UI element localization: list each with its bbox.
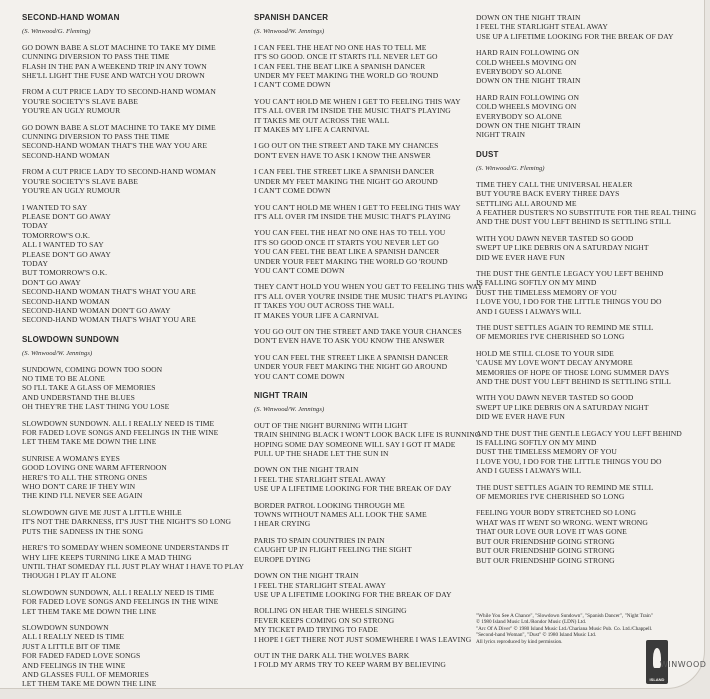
copyright-notice [476, 613, 653, 645]
lyric-line: DID WE EVER HAVE FUN [476, 412, 565, 422]
lyric-line: DOWN ON THE NIGHT TRAIN [476, 13, 581, 22]
lyric-stanza [476, 483, 704, 502]
lyric-line: HOPING SOME DAY SOMEONE WILL SAY I GOT IT MADE [254, 439, 456, 449]
lyric-line: HERE'S TO ALL THE STRONG ONES [22, 472, 148, 482]
lyric-stanza [254, 141, 490, 160]
lyric-line: TOMORROW'S O.K. [22, 230, 91, 240]
lyric-stanza [476, 180, 704, 227]
lyric-line: IS FALLING SOFTLY ON MY MIND [476, 278, 597, 288]
lyric-line: SECOND-HAND WOMAN THAT'S THE WAY YOU ARE [22, 141, 208, 151]
lyric-stanza [254, 353, 490, 381]
lyric-stanza [476, 393, 704, 421]
lyric-line: GOOD LOVING ONE WARM AFTERNOON [22, 463, 167, 473]
lyric-line: YOU CAN FEEL THE BEAT LIKE A SPANISH DANCER [254, 247, 440, 257]
copyright-line: "While You See A Chance", "Slowdown Sundown", "Spanish Dancer", "Night Train" [476, 613, 653, 619]
lyric-stanza [476, 349, 704, 387]
lyric-line: YOU CAN FEEL THE STREET LIKE A SPANISH DANCER [254, 352, 449, 362]
lyric-stanza [476, 48, 704, 86]
lyric-line: MEMORIES OF HOPE OF THOSE LONG SUMMER DAYS [476, 367, 670, 377]
lyric-line: AND I GUESS I ALWAYS WILL [476, 466, 582, 476]
lyrics-column-2 [254, 13, 490, 680]
lyric-line: TRAIN SHINING BLACK I WON'T LOOK BACK LIFE IS RUNNING [254, 430, 481, 440]
lyric-line: IT'S SO GOOD. ONCE IT STARTS I'LL NEVER LET GO [254, 52, 438, 62]
lyric-line: YOU'RE SOCIETY'S SLAVE BABE [22, 96, 138, 106]
lyric-stanza [254, 282, 490, 320]
lyric-stanza [254, 203, 490, 222]
copyright-line: "Arc Of A Diver" © 1980 Island Music Ltd./Chariana Music Pub. Co. Ltd./Chappell. [476, 625, 653, 632]
lyric-stanza [254, 327, 490, 346]
lyric-stanza [476, 429, 704, 476]
lyric-line: ROLLING ON HEAR THE WHEELS SINGING [254, 606, 407, 616]
lyric-line: AND UNDERSTAND THE BLUES [22, 392, 135, 402]
lyric-line: USE UP A LIFETIME LOOKING FOR THE BREAK OF DAY [254, 589, 452, 599]
lyric-line: CAUGHT UP IN FLIGHT FEELING THE SIGHT [254, 545, 412, 555]
lyric-line: YOU CAN'T HOLD ME WHEN I GET TO FEELING THIS WAY [254, 96, 461, 106]
lyric-line: IT'S NOT THE DARKNESS, IT'S JUST THE NIGHT'S SO LONG [22, 517, 232, 527]
lyric-stanza [22, 543, 252, 581]
lyric-line: SETTLING ALL AROUND ME [476, 198, 577, 208]
lyric-line: TIME THEY CALL THE UNIVERSAL HEALER [476, 179, 633, 189]
lyric-line: FOR FADED LOVE SONGS AND FEELINGS IN THE WINE [22, 428, 219, 438]
lyric-line: I CAN'T COME DOWN [254, 80, 331, 90]
lyric-line: EVERYBODY SO ALONE [476, 111, 562, 121]
lyric-stanza [254, 228, 490, 275]
lyric-line: FEELING YOUR BODY STRETCHED SO LONG [476, 508, 637, 518]
lyric-line: OH THEY'RE THE LAST THING YOU LOSE [22, 402, 170, 412]
lyric-stanza [22, 508, 252, 536]
lyric-line: IT TAKES ME OUT ACROSS THE WALL [254, 115, 390, 125]
lyric-line: WHY LIFE KEEPS TURNING LIKE A MAD THING [22, 552, 192, 562]
lyric-line: AND FEELINGS IN THE WINE [22, 660, 126, 670]
lyric-line: LET THEM TAKE ME DOWN THE LINE [22, 679, 157, 689]
lyric-line: PLEASE DON'T GO AWAY [22, 211, 111, 221]
songwriter-credit: (S. Winwood/G. Fleming) [22, 28, 91, 36]
lyric-stanza [254, 651, 490, 670]
lyric-line: UNDER YOUR FEET MAKING THE NIGHT GO AROUND [254, 362, 448, 372]
lyric-stanza [22, 123, 252, 161]
lyric-line: SWEPT UP LIKE DEBRIS ON A SATURDAY NIGHT [476, 402, 649, 412]
lyrics-column-3 [476, 13, 704, 575]
lyric-line: DID WE EVER HAVE FUN [476, 252, 565, 262]
lyric-line: THEY CAN'T HOLD YOU WHEN YOU GET TO FEELING THIS WAY [254, 282, 483, 292]
logo-text: ISLAND [649, 677, 665, 682]
lyric-stanza [22, 588, 252, 616]
lyric-line: IT'S ALL OVER I'M INSIDE THE MUSIC THAT'S PLAYING [254, 106, 451, 116]
lyric-line: YOU'RE AN UGLY RUMOUR [22, 106, 121, 116]
lyric-line: SECOND-HAND WOMAN THAT'S WHAT YOU ARE [22, 315, 196, 325]
lyric-line: I FEEL THE STARLIGHT STEAL AWAY [254, 474, 386, 484]
lyric-line: THE KIND I'LL NEVER SEE AGAIN [22, 491, 143, 501]
lyric-line: LET THEM TAKE ME DOWN THE LINE [22, 606, 157, 616]
lyric-line: DUST THE TIMELESS MEMORY OF YOU [476, 287, 617, 297]
lyric-line: FOR FADED LOVE SONGS AND FEELINGS IN THE WINE [22, 597, 219, 607]
lyric-line: THE DUST THE GENTLE LEGACY YOU LEFT BEHIND [476, 268, 664, 278]
song-block [476, 150, 704, 565]
lyric-line: IT'S ALL OVER I'M INSIDE THE MUSIC THAT'S PLAYING [254, 211, 451, 221]
lyric-line: IT MAKES MY LIFE A CARNIVAL [254, 125, 370, 135]
lyric-stanza [22, 365, 252, 412]
lyric-line: CUNNING DIVERSION TO PASS THE TIME [22, 52, 170, 62]
handwritten-signature: WINWOOD [660, 660, 707, 669]
lyric-line: FROM A CUT PRICE LADY TO SECOND-HAND WOMAN [22, 167, 216, 177]
lyric-line: WITH YOU DAWN NEVER TASTED SO GOOD [476, 393, 634, 403]
lyric-line: ALL I WANTED TO SAY [22, 240, 104, 250]
lyric-line: I WANTED TO SAY [22, 202, 88, 212]
lyric-line: HARD RAIN FOLLOWING ON [476, 48, 579, 58]
lyric-line: FOR FADED FADED LOVE SONGS [22, 651, 141, 661]
lyric-line: SHE'LL LIGHT THE FUSE AND WATCH YOU DROWN [22, 71, 205, 81]
lyric-line: I CAN'T COME DOWN [254, 186, 331, 196]
songwriter-credit: (S. Winwood/G. Fleming) [476, 165, 545, 173]
lyric-line: USE UP A LIFETIME LOOKING FOR THE BREAK OF DAY [254, 484, 452, 494]
lyric-line: DON'T GO AWAY [22, 277, 81, 287]
lyric-line: USE UP A LIFETIME LOOKING FOR THE BREAK OF DAY [476, 31, 674, 41]
lyric-line: OF MEMORIES I'VE CHERISHED SO LONG [476, 332, 625, 342]
copyright-line: © 1980 Island Music Ltd./Rondor Music (LDN) Ltd. [476, 619, 587, 626]
lyric-line: PUTS THE SADNESS IN THE SONG [22, 526, 144, 536]
lyric-line: THAT OUR LOVE OUR LOVE IT WAS GONE [476, 527, 627, 537]
lyric-line: GO DOWN BABE A SLOT MACHINE TO TAKE MY DIME [22, 122, 216, 132]
lyric-stanza [254, 167, 490, 195]
lyric-line: AND THE DUST YOU LEFT BEHIND IS SETTLING STILL [476, 377, 671, 386]
lyric-stanza [476, 323, 704, 342]
lyric-stanza [22, 87, 252, 115]
lyric-line: I FEEL THE STARLIGHT STEAL AWAY [476, 22, 608, 32]
lyric-line: YOU CAN'T COME DOWN [254, 265, 345, 275]
lyric-line: I LOVE YOU, I DO FOR THE LITTLE THINGS YOU DO [476, 297, 662, 307]
lyric-line: THE DUST SETTLES AGAIN TO REMIND ME STILL [476, 482, 654, 492]
songwriter-credit: (S. Winwood/W. Jennings) [254, 406, 325, 414]
lyric-line: EVERYBODY SO ALONE [476, 67, 562, 77]
lyric-line: A FEATHER DUSTER'S NO SUBSTITUTE FOR THE REAL THING [476, 207, 697, 217]
lyric-line: THOUGH I PLAY IT ALONE [22, 571, 117, 581]
lyric-line: IS FALLING SOFTLY ON MY MIND [476, 438, 597, 448]
lyric-line: YOU'RE AN UGLY RUMOUR [22, 186, 121, 196]
lyric-line: WHAT WAS IT WENT SO WRONG. WENT WRONG [476, 517, 648, 527]
song-block [254, 391, 490, 670]
lyric-line: BUT OUR FRIENDSHIP GOING STRONG [476, 536, 615, 546]
lyric-line: IT'S SO GOOD ONCE IT STARTS YOU NEVER LET GO [254, 237, 439, 247]
lyric-line: SECOND-HAND WOMAN THAT'S WHAT YOU ARE [22, 287, 196, 297]
song-block [476, 13, 704, 140]
lyric-stanza [254, 606, 490, 644]
lyric-line: MY TICKET PAID TRYING TO FADE [254, 625, 378, 635]
lyric-line: LET THEM TAKE ME DOWN THE LINE [22, 437, 157, 447]
lyrics-column-1 [22, 13, 252, 699]
song-title: SLOWDOWN SUNDOWN [22, 334, 119, 344]
lyric-line: UNDER MY FEET MAKING THE NIGHT GO AROUND [254, 176, 438, 186]
lyric-line: I HEAR CRYING [254, 519, 311, 529]
song-block [22, 335, 252, 689]
lyric-line: IT TAKES YOU OUT ACROSS THE WALL [254, 301, 395, 311]
lyric-line: YOU CAN FEEL THE HEAT NO ONE HAS TO TELL YOU [254, 228, 446, 238]
lyric-line: JUST A LITTLE BIT OF TIME [22, 641, 121, 651]
lyric-stanza [22, 43, 252, 81]
lyric-line: I HOPE I GET THERE NOT JUST SOMEWHERE I WAS LEAVING [254, 634, 472, 644]
lyric-stanza [476, 269, 704, 316]
lyric-line: DOWN ON THE NIGHT TRAIN [476, 121, 581, 131]
lyric-stanza [22, 623, 252, 689]
song-title: SECOND-HAND WOMAN [22, 13, 120, 22]
lyric-line: DOWN ON THE NIGHT TRAIN [476, 76, 581, 86]
lyric-line: I CAN FEEL THE BEAT LIKE A SPANISH DANCER [254, 61, 426, 71]
lyric-line: SUNDOWN, COMING DOWN TOO SOON [22, 364, 163, 374]
lyric-line: CUNNING DIVERSION TO PASS THE TIME [22, 132, 170, 142]
lyric-line: FEVER KEEPS COMING ON SO STRONG [254, 615, 395, 625]
lyric-line: DOWN ON THE NIGHT TRAIN [254, 571, 359, 581]
lyric-line: OUT IN THE DARK ALL THE WOLVES BARK [254, 650, 410, 660]
lyric-line: FLASH IN THE PAN A WEEKEND TRIP IN ANY TOWN [22, 61, 207, 71]
lyric-line: I LOVE YOU, I DO FOR THE LITTLE THINGS YOU DO [476, 456, 662, 466]
lyric-line: SLOWDOWN SUNDOWN. ALL I REALLY NEED IS TIME [22, 418, 215, 428]
songwriter-credit: (S. Winwood/W. Jennings) [254, 28, 325, 36]
lyric-line: NIGHT TRAIN [476, 130, 525, 140]
lyric-line: SUNRISE A WOMAN'S EYES [22, 453, 120, 463]
lyric-line: AND THE DUST YOU LEFT BEHIND IS SETTLING STILL [476, 217, 671, 227]
lyric-line: SECOND-HAND WOMAN DON'T GO AWAY [22, 305, 171, 315]
lyric-line: I CAN FEEL THE STREET LIKE A SPANISH DANCER [254, 167, 435, 177]
lyric-stanza [22, 419, 252, 447]
lyric-line: BUT OUR FRIENDSHIP GOING STRONG [476, 546, 615, 556]
copyright-line: "Second-hand Woman", "Dust" © 1980 Island Music Ltd. [476, 632, 597, 639]
lyric-line: SLOWDOWN SUNDOWN [22, 622, 109, 632]
lyric-line: DON'T EVEN HAVE TO ASK I KNOW THE ANSWER [254, 150, 431, 160]
lyric-stanza [254, 571, 490, 599]
lyric-line: TOWNS WITHOUT NAMES ALL LOOK THE SAME [254, 510, 427, 520]
song-title: DUST [476, 149, 499, 159]
lyric-line: YOU CAN'T COME DOWN [254, 371, 345, 381]
lyric-stanza [476, 13, 704, 41]
lyric-line: TODAY [22, 221, 48, 231]
copyright-line: All lyrics reproduced by kind permission. [476, 638, 563, 645]
lyric-line: AND THE DUST THE GENTLE LEGACY YOU LEFT BEHIND [476, 428, 682, 438]
lyric-line: OF MEMORIES I'VE CHERISHED SO LONG [476, 492, 625, 502]
lyric-line: YOU GO OUT ON THE STREET AND TAKE YOUR CHANCES [254, 326, 462, 336]
lyric-line: BUT YOU'RE BACK EVERY THREE DAYS [476, 189, 620, 199]
lyric-line: DON'T EVEN HAVE TO ASK YOU KNOW THE ANSWER [254, 336, 445, 346]
lyric-line: IT'S ALL OVER YOU'RE INSIDE THE MUSIC THAT'S PLAYING [254, 291, 468, 301]
song-block [22, 13, 252, 325]
lyric-line: I FEEL THE STARLIGHT STEAL AWAY [254, 580, 386, 590]
lyric-line: THE DUST SETTLES AGAIN TO REMIND ME STILL [476, 322, 654, 332]
lyric-line: SLOWDOWN GIVE ME JUST A LITTLE WHILE [22, 507, 182, 517]
lyric-line: IT MAKES YOUR LIFE A CARNIVAL [254, 310, 379, 320]
lyric-line: BUT TOMORROW'S O.K. [22, 268, 108, 278]
lyric-line: COLD WHEELS MOVING ON [476, 57, 577, 67]
lyric-line: FROM A CUT PRICE LADY TO SECOND-HAND WOMAN [22, 87, 216, 97]
lyric-line: YOU CAN'T HOLD ME WHEN I GET TO FEELING THIS WAY [254, 202, 461, 212]
lyric-stanza [254, 536, 490, 564]
lyric-line: HERE'S TO SOMEDAY WHEN SOMEONE UNDERSTANDS IT [22, 543, 230, 553]
lyric-stanza [22, 203, 252, 325]
lyric-line: ALL I REALLY NEED IS TIME [22, 632, 125, 642]
lyric-line: SECOND-HAND WOMAN [22, 296, 110, 306]
lyric-line: BORDER PATROL LOOKING THROUGH ME [254, 500, 405, 510]
lyric-line: OUT OF THE NIGHT BURNING WITH LIGHT [254, 420, 408, 430]
lyric-stanza [476, 508, 704, 564]
lyric-line: SWEPT UP LIKE DEBRIS ON A SATURDAY NIGHT [476, 243, 649, 253]
lyric-stanza [476, 93, 704, 140]
lyric-line: I CAN FEEL THE HEAT NO ONE HAS TO TELL ME [254, 42, 427, 52]
lyric-line: HARD RAIN FOLLOWING ON [476, 92, 579, 102]
song-title: NIGHT TRAIN [254, 391, 308, 400]
lyric-line: WHO DON'T CARE IF THEY WIN [22, 482, 136, 492]
lyric-line: DOWN ON THE NIGHT TRAIN [254, 465, 359, 475]
lyric-stanza [254, 465, 490, 493]
lyric-line: UNTIL THAT SOMEDAY I'LL JUST PLAY WHAT I HAVE TO PLAY [22, 561, 245, 571]
lyric-line: EUROPE DYING [254, 554, 311, 564]
lyric-stanza [22, 454, 252, 501]
lyric-stanza [254, 501, 490, 529]
lyric-line: YOU'RE SOCIETY'S SLAVE BABE [22, 176, 138, 186]
lyric-stanza [22, 167, 252, 195]
lyric-stanza [254, 97, 490, 135]
lyric-line: I FOLD MY ARMS TRY TO KEEP WARM BY BELIEVING [254, 660, 446, 670]
song-title: SPANISH DANCER [254, 13, 329, 22]
lyric-line: HOLD ME STILL CLOSE TO YOUR SIDE [476, 348, 614, 358]
lyric-line: I GO OUT ON THE STREET AND TAKE MY CHANCES [254, 141, 439, 151]
lyric-line: DUST THE TIMELESS MEMORY OF YOU [476, 447, 617, 457]
lyric-line: UNDER MY FEET MAKING THE WORLD GO 'ROUND [254, 71, 439, 81]
lyric-stanza [254, 43, 490, 90]
lyric-line: SECOND-HAND WOMAN [22, 150, 110, 160]
lyric-line: UNDER YOUR FEET MAKING THE WORLD GO 'ROUND [254, 256, 448, 266]
songwriter-credit: (S. Winwood/W. Jennings) [22, 350, 93, 358]
lyric-line: PLEASE DON'T GO AWAY [22, 249, 111, 259]
lyric-line: TODAY [22, 258, 48, 268]
lyric-line: GO DOWN BABE A SLOT MACHINE TO TAKE MY DIME [22, 42, 216, 52]
lyric-line: AND GLASSES FULL OF MEMORIES [22, 669, 149, 679]
lyric-line: AND I GUESS I ALWAYS WILL [476, 306, 582, 316]
lyric-line: SLOWDOWN SUNDOWN, ALL I REALLY NEED IS TIME [22, 587, 215, 597]
song-block [254, 13, 490, 381]
lyric-line: WITH YOU DAWN NEVER TASTED SO GOOD [476, 233, 634, 243]
lyric-stanza [254, 421, 490, 459]
lyric-line: COLD WHEELS MOVING ON [476, 102, 577, 112]
lyric-line: SO I'LL TAKE A GLASS OF MEMORIES [22, 383, 156, 393]
lyric-line: PULL UP THE SHADE LET THE SUN IN [254, 449, 389, 459]
lyric-line: NO TIME TO BE ALONE [22, 374, 105, 383]
lyric-line: PARIS TO SPAIN COUNTRIES IN PAIN [254, 535, 385, 545]
lyric-line: BUT OUR FRIENDSHIP GOING STRONG [476, 555, 615, 565]
lyric-line: 'CAUSE MY LOVE WON'T DECAY ANYMORE [476, 358, 633, 368]
lyric-stanza [476, 234, 704, 262]
